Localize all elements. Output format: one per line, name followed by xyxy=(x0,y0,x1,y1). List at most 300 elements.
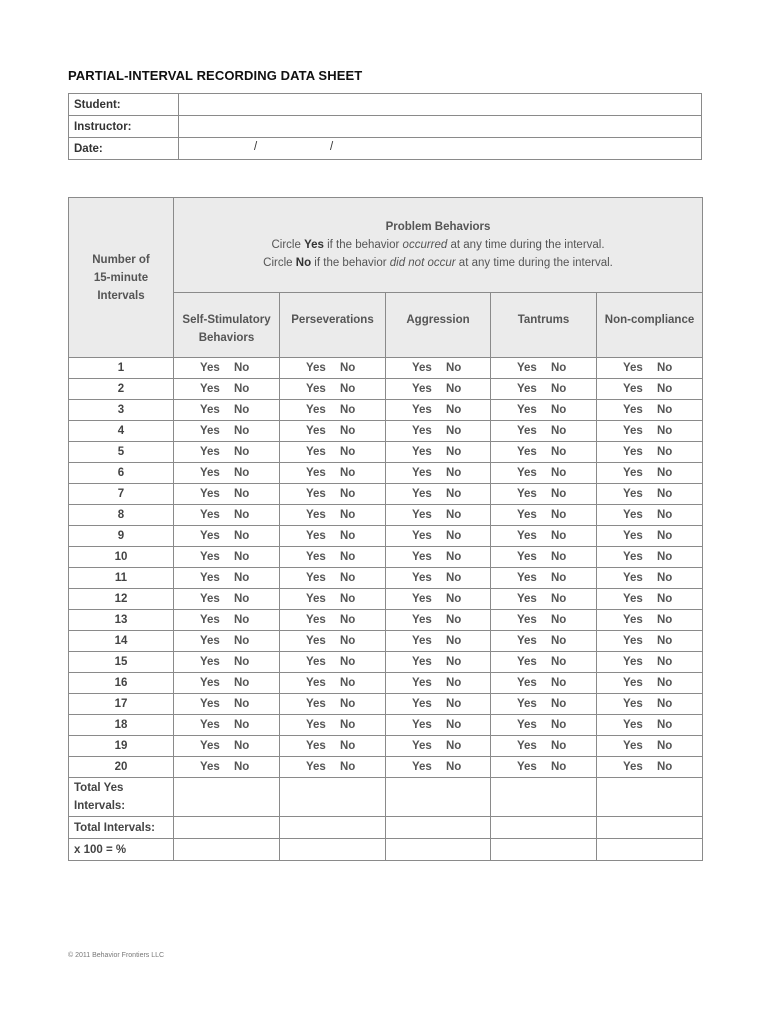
yes-option[interactable]: Yes xyxy=(623,551,643,563)
yes-option[interactable]: Yes xyxy=(200,698,220,710)
yes-option[interactable]: Yes xyxy=(200,551,220,563)
yes-no-cell-aggression xyxy=(386,715,491,736)
total-intervals-cell[interactable] xyxy=(174,817,280,839)
student-field[interactable] xyxy=(179,94,702,116)
yes-option[interactable]: Yes xyxy=(623,635,643,647)
no-option[interactable]: No xyxy=(234,446,250,458)
percent-cell[interactable] xyxy=(174,839,280,861)
yes-no-cell-aggression xyxy=(386,652,491,673)
no-option[interactable]: No xyxy=(551,467,567,479)
interval-row xyxy=(69,484,703,505)
no-option[interactable]: No xyxy=(657,404,673,416)
no-option[interactable]: No xyxy=(340,362,356,374)
percent-cell[interactable] xyxy=(597,839,703,861)
yes-option[interactable]: Yes xyxy=(623,530,643,542)
page-title: PARTIAL-INTERVAL RECORDING DATA SHEET xyxy=(68,68,363,83)
no-option[interactable]: No xyxy=(340,425,356,437)
no-option[interactable]: No xyxy=(446,488,462,500)
no-option[interactable]: No xyxy=(657,740,673,752)
yes-no-cell-self-stimulatory xyxy=(174,484,280,505)
no-option[interactable]: No xyxy=(446,425,462,437)
no-option[interactable]: No xyxy=(657,425,673,437)
yes-option[interactable]: Yes xyxy=(306,740,326,752)
interval-row xyxy=(69,673,703,694)
no-option[interactable]: No xyxy=(340,698,356,710)
interval-number: 19 xyxy=(69,736,174,757)
yes-option[interactable]: Yes xyxy=(623,467,643,479)
no-option[interactable]: No xyxy=(551,614,567,626)
no-option[interactable]: No xyxy=(234,719,250,731)
yes-option[interactable]: Yes xyxy=(306,635,326,647)
yes-no-cell-tantrums xyxy=(491,694,597,715)
yes-no-cell-non-compliance xyxy=(597,547,703,568)
yes-option[interactable]: Yes xyxy=(517,593,537,605)
no-option[interactable]: No xyxy=(446,761,462,773)
no-option[interactable]: No xyxy=(340,551,356,563)
no-option[interactable]: No xyxy=(446,740,462,752)
no-option[interactable]: No xyxy=(657,698,673,710)
no-option[interactable]: No xyxy=(234,656,250,668)
no-option[interactable]: No xyxy=(234,698,250,710)
yes-option[interactable]: Yes xyxy=(200,593,220,605)
yes-option[interactable]: Yes xyxy=(412,467,432,479)
interval-number: 10 xyxy=(69,547,174,568)
interval-row xyxy=(69,715,703,736)
yes-option[interactable]: Yes xyxy=(306,509,326,521)
yes-option[interactable]: Yes xyxy=(412,509,432,521)
yes-option[interactable]: Yes xyxy=(412,488,432,500)
no-option[interactable]: No xyxy=(446,551,462,563)
yes-option[interactable]: Yes xyxy=(306,614,326,626)
yes-option[interactable]: Yes xyxy=(200,740,220,752)
yes-no-cell-self-stimulatory xyxy=(174,757,280,778)
yes-option[interactable]: Yes xyxy=(623,656,643,668)
no-option[interactable]: No xyxy=(551,530,567,542)
no-option[interactable]: No xyxy=(234,467,250,479)
yes-no-cell-tantrums xyxy=(491,421,597,442)
behavior-header-self-stimulatory: Self-Stimulatory Behaviors xyxy=(174,293,280,358)
no-option[interactable]: No xyxy=(551,551,567,563)
no-option[interactable]: No xyxy=(446,446,462,458)
yes-option[interactable]: Yes xyxy=(306,551,326,563)
yes-no-cell-self-stimulatory xyxy=(174,673,280,694)
yes-no-cell-aggression xyxy=(386,757,491,778)
no-option[interactable]: No xyxy=(340,467,356,479)
no-option[interactable]: No xyxy=(234,761,250,773)
no-option[interactable]: No xyxy=(446,593,462,605)
yes-no-cell-non-compliance xyxy=(597,400,703,421)
yes-option[interactable]: Yes xyxy=(306,425,326,437)
no-option[interactable]: No xyxy=(657,509,673,521)
yes-option[interactable]: Yes xyxy=(200,530,220,542)
interval-row xyxy=(69,400,703,421)
yes-option[interactable]: Yes xyxy=(200,488,220,500)
yes-option[interactable]: Yes xyxy=(517,362,537,374)
yes-option[interactable]: Yes xyxy=(200,614,220,626)
yes-option[interactable]: Yes xyxy=(200,446,220,458)
yes-no-cell-non-compliance xyxy=(597,568,703,589)
no-option[interactable]: No xyxy=(340,656,356,668)
no-option[interactable]: No xyxy=(551,425,567,437)
yes-no-cell-non-compliance xyxy=(597,526,703,547)
date-separator: / xyxy=(330,141,334,153)
yes-no-cell-tantrums xyxy=(491,400,597,421)
no-option[interactable]: No xyxy=(657,530,673,542)
yes-option[interactable]: Yes xyxy=(517,656,537,668)
student-label: Student: xyxy=(69,94,179,116)
yes-option[interactable]: Yes xyxy=(306,698,326,710)
no-option[interactable]: No xyxy=(340,593,356,605)
yes-option[interactable]: Yes xyxy=(623,614,643,626)
no-option[interactable]: No xyxy=(234,362,250,374)
yes-no-cell-perseverations xyxy=(280,358,386,379)
no-option[interactable]: No xyxy=(551,719,567,731)
yes-no-cell-aggression xyxy=(386,736,491,757)
yes-option[interactable]: Yes xyxy=(306,404,326,416)
no-option[interactable]: No xyxy=(234,551,250,563)
no-option[interactable]: No xyxy=(551,677,567,689)
interval-number: 8 xyxy=(69,505,174,526)
no-option[interactable]: No xyxy=(551,656,567,668)
yes-option[interactable]: Yes xyxy=(412,425,432,437)
no-option[interactable]: No xyxy=(657,383,673,395)
interval-number: 7 xyxy=(69,484,174,505)
yes-no-cell-aggression xyxy=(386,526,491,547)
no-option[interactable]: No xyxy=(657,656,673,668)
no-option[interactable]: No xyxy=(340,383,356,395)
yes-no-cell-self-stimulatory xyxy=(174,463,280,484)
yes-option[interactable]: Yes xyxy=(623,593,643,605)
yes-option[interactable]: Yes xyxy=(517,509,537,521)
no-option[interactable]: No xyxy=(446,656,462,668)
yes-option[interactable]: Yes xyxy=(623,488,643,500)
behavior-header-aggression: Aggression xyxy=(386,293,491,358)
no-option[interactable]: No xyxy=(340,446,356,458)
yes-option[interactable]: Yes xyxy=(412,404,432,416)
yes-option[interactable]: Yes xyxy=(306,761,326,773)
no-option[interactable]: No xyxy=(657,572,673,584)
yes-option[interactable]: Yes xyxy=(517,761,537,773)
yes-option[interactable]: Yes xyxy=(412,572,432,584)
no-option[interactable]: No xyxy=(551,383,567,395)
total-yes-cell[interactable] xyxy=(386,778,491,817)
no-option[interactable]: No xyxy=(657,593,673,605)
yes-no-cell-self-stimulatory xyxy=(174,379,280,400)
yes-option[interactable]: Yes xyxy=(517,698,537,710)
yes-no-cell-perseverations xyxy=(280,484,386,505)
no-option[interactable]: No xyxy=(657,362,673,374)
no-option[interactable]: No xyxy=(446,572,462,584)
no-option[interactable]: No xyxy=(657,719,673,731)
yes-no-cell-aggression xyxy=(386,442,491,463)
percent-cell[interactable] xyxy=(491,839,597,861)
yes-no-cell-self-stimulatory xyxy=(174,652,280,673)
interval-row xyxy=(69,652,703,673)
yes-option[interactable]: Yes xyxy=(623,425,643,437)
no-option[interactable]: No xyxy=(446,677,462,689)
yes-option[interactable]: Yes xyxy=(623,719,643,731)
no-option[interactable]: No xyxy=(446,383,462,395)
yes-option[interactable]: Yes xyxy=(306,467,326,479)
yes-option[interactable]: Yes xyxy=(412,446,432,458)
interval-number: 11 xyxy=(69,568,174,589)
total-intervals-cell[interactable] xyxy=(280,817,386,839)
no-option[interactable]: No xyxy=(234,488,250,500)
no-option[interactable]: No xyxy=(551,572,567,584)
yes-no-cell-aggression xyxy=(386,547,491,568)
no-option[interactable]: No xyxy=(340,572,356,584)
yes-option[interactable]: Yes xyxy=(412,761,432,773)
yes-no-cell-non-compliance xyxy=(597,715,703,736)
no-option[interactable]: No xyxy=(234,635,250,647)
no-option[interactable]: No xyxy=(234,425,250,437)
no-option[interactable]: No xyxy=(551,761,567,773)
yes-option[interactable]: Yes xyxy=(623,362,643,374)
no-option[interactable]: No xyxy=(446,404,462,416)
no-option[interactable]: No xyxy=(657,677,673,689)
yes-option[interactable]: Yes xyxy=(200,656,220,668)
yes-no-cell-self-stimulatory xyxy=(174,547,280,568)
yes-option[interactable]: Yes xyxy=(517,404,537,416)
yes-option[interactable]: Yes xyxy=(412,530,432,542)
yes-no-cell-self-stimulatory xyxy=(174,442,280,463)
yes-option[interactable]: Yes xyxy=(623,446,643,458)
no-option[interactable]: No xyxy=(657,614,673,626)
yes-option[interactable]: Yes xyxy=(517,677,537,689)
yes-instruction: Circle Yes if the behavior occurred at any time during the interval. xyxy=(271,239,605,251)
total-yes-cell[interactable] xyxy=(491,778,597,817)
yes-option[interactable]: Yes xyxy=(517,614,537,626)
yes-option[interactable]: Yes xyxy=(200,719,220,731)
no-option[interactable]: No xyxy=(234,509,250,521)
yes-option[interactable]: Yes xyxy=(200,425,220,437)
yes-option[interactable]: Yes xyxy=(623,698,643,710)
interval-row xyxy=(69,505,703,526)
yes-no-cell-self-stimulatory xyxy=(174,505,280,526)
interval-row xyxy=(69,631,703,652)
yes-no-cell-perseverations xyxy=(280,694,386,715)
yes-option[interactable]: Yes xyxy=(412,740,432,752)
interval-row xyxy=(69,442,703,463)
yes-no-cell-non-compliance xyxy=(597,631,703,652)
total-intervals-cell[interactable] xyxy=(491,817,597,839)
yes-option[interactable]: Yes xyxy=(623,761,643,773)
yes-option[interactable]: Yes xyxy=(200,761,220,773)
total-intervals-cell[interactable] xyxy=(386,817,491,839)
interval-number: 1 xyxy=(69,358,174,379)
yes-option[interactable]: Yes xyxy=(306,677,326,689)
yes-option[interactable]: Yes xyxy=(200,635,220,647)
yes-option[interactable]: Yes xyxy=(306,488,326,500)
yes-no-cell-aggression xyxy=(386,421,491,442)
no-option[interactable]: No xyxy=(234,677,250,689)
yes-no-cell-non-compliance xyxy=(597,610,703,631)
yes-option[interactable]: Yes xyxy=(517,572,537,584)
yes-no-cell-non-compliance xyxy=(597,694,703,715)
interval-row xyxy=(69,694,703,715)
yes-no-cell-aggression xyxy=(386,673,491,694)
yes-no-cell-aggression xyxy=(386,568,491,589)
yes-option[interactable]: Yes xyxy=(623,404,643,416)
no-option[interactable]: No xyxy=(234,404,250,416)
yes-option[interactable]: Yes xyxy=(200,509,220,521)
no-option[interactable]: No xyxy=(551,740,567,752)
no-option[interactable]: No xyxy=(551,488,567,500)
no-option[interactable]: No xyxy=(446,635,462,647)
total-yes-cell[interactable] xyxy=(280,778,386,817)
yes-option[interactable]: Yes xyxy=(517,425,537,437)
no-option[interactable]: No xyxy=(657,635,673,647)
no-option[interactable]: No xyxy=(340,509,356,521)
yes-no-cell-non-compliance xyxy=(597,673,703,694)
yes-option[interactable]: Yes xyxy=(517,530,537,542)
yes-option[interactable]: Yes xyxy=(306,530,326,542)
info-table xyxy=(68,93,702,160)
no-option[interactable]: No xyxy=(657,551,673,563)
yes-no-cell-non-compliance xyxy=(597,379,703,400)
no-option[interactable]: No xyxy=(657,467,673,479)
no-option[interactable]: No xyxy=(340,635,356,647)
yes-option[interactable]: Yes xyxy=(412,614,432,626)
no-option[interactable]: No xyxy=(340,530,356,542)
yes-no-cell-non-compliance xyxy=(597,589,703,610)
yes-option[interactable]: Yes xyxy=(200,572,220,584)
no-option[interactable]: No xyxy=(446,467,462,479)
yes-option[interactable]: Yes xyxy=(306,656,326,668)
total-yes-cell[interactable] xyxy=(597,778,703,817)
total-yes-cell[interactable] xyxy=(174,778,280,817)
interval-header: Number of 15-minute Intervals xyxy=(69,198,174,358)
no-option[interactable]: No xyxy=(551,446,567,458)
yes-option[interactable]: Yes xyxy=(412,719,432,731)
no-option[interactable]: No xyxy=(340,488,356,500)
no-option[interactable]: No xyxy=(234,530,250,542)
yes-option[interactable]: Yes xyxy=(306,719,326,731)
yes-option[interactable]: Yes xyxy=(623,383,643,395)
interval-rows xyxy=(69,358,703,778)
yes-option[interactable]: Yes xyxy=(517,740,537,752)
yes-no-cell-aggression xyxy=(386,610,491,631)
percent-cell[interactable] xyxy=(386,839,491,861)
no-option[interactable]: No xyxy=(551,404,567,416)
no-option[interactable]: No xyxy=(340,719,356,731)
no-option[interactable]: No xyxy=(340,740,356,752)
no-option[interactable]: No xyxy=(234,593,250,605)
yes-no-cell-perseverations xyxy=(280,757,386,778)
percent-cell[interactable] xyxy=(280,839,386,861)
yes-no-cell-self-stimulatory xyxy=(174,421,280,442)
no-option[interactable]: No xyxy=(340,677,356,689)
no-option[interactable]: No xyxy=(340,614,356,626)
yes-option[interactable]: Yes xyxy=(623,572,643,584)
no-option[interactable]: No xyxy=(657,488,673,500)
yes-option[interactable]: Yes xyxy=(200,677,220,689)
yes-option[interactable]: Yes xyxy=(517,635,537,647)
no-option[interactable]: No xyxy=(340,761,356,773)
no-option[interactable]: No xyxy=(551,593,567,605)
yes-no-cell-tantrums xyxy=(491,463,597,484)
yes-no-cell-non-compliance xyxy=(597,652,703,673)
yes-option[interactable]: Yes xyxy=(623,677,643,689)
no-option[interactable]: No xyxy=(234,383,250,395)
no-option[interactable]: No xyxy=(446,509,462,521)
yes-option[interactable]: Yes xyxy=(412,362,432,374)
total-intervals-label: Total Intervals: xyxy=(69,817,174,839)
interval-number: 5 xyxy=(69,442,174,463)
yes-option[interactable]: Yes xyxy=(517,446,537,458)
interval-row xyxy=(69,463,703,484)
no-option[interactable]: No xyxy=(551,698,567,710)
yes-option[interactable]: Yes xyxy=(306,593,326,605)
yes-option[interactable]: Yes xyxy=(200,362,220,374)
yes-option[interactable]: Yes xyxy=(623,740,643,752)
yes-option[interactable]: Yes xyxy=(517,719,537,731)
yes-no-cell-perseverations xyxy=(280,400,386,421)
yes-option[interactable]: Yes xyxy=(200,383,220,395)
no-option[interactable]: No xyxy=(446,698,462,710)
yes-option[interactable]: Yes xyxy=(412,656,432,668)
no-option[interactable]: No xyxy=(340,404,356,416)
yes-option[interactable]: Yes xyxy=(517,488,537,500)
yes-option[interactable]: Yes xyxy=(200,404,220,416)
no-option[interactable]: No xyxy=(234,740,250,752)
yes-option[interactable]: Yes xyxy=(412,698,432,710)
yes-option[interactable]: Yes xyxy=(412,551,432,563)
total-yes-label: Total Yes Intervals: xyxy=(69,778,174,817)
yes-no-cell-self-stimulatory xyxy=(174,568,280,589)
yes-option[interactable]: Yes xyxy=(517,383,537,395)
yes-no-cell-non-compliance xyxy=(597,736,703,757)
yes-no-cell-non-compliance xyxy=(597,358,703,379)
no-option[interactable]: No xyxy=(551,509,567,521)
yes-option[interactable]: Yes xyxy=(200,467,220,479)
yes-no-cell-perseverations xyxy=(280,568,386,589)
yes-no-cell-perseverations xyxy=(280,505,386,526)
yes-option[interactable]: Yes xyxy=(306,362,326,374)
no-option[interactable]: No xyxy=(234,572,250,584)
yes-option[interactable]: Yes xyxy=(306,383,326,395)
yes-no-cell-aggression xyxy=(386,379,491,400)
yes-option[interactable]: Yes xyxy=(517,551,537,563)
yes-no-cell-self-stimulatory xyxy=(174,610,280,631)
no-option[interactable]: No xyxy=(446,719,462,731)
no-option[interactable]: No xyxy=(446,530,462,542)
yes-option[interactable]: Yes xyxy=(306,446,326,458)
yes-option[interactable]: Yes xyxy=(412,593,432,605)
yes-option[interactable]: Yes xyxy=(306,572,326,584)
yes-option[interactable]: Yes xyxy=(412,635,432,647)
no-option[interactable]: No xyxy=(446,614,462,626)
yes-no-cell-aggression xyxy=(386,484,491,505)
total-intervals-cell[interactable] xyxy=(597,817,703,839)
yes-option[interactable]: Yes xyxy=(412,677,432,689)
interval-row xyxy=(69,568,703,589)
yes-no-cell-aggression xyxy=(386,631,491,652)
date-field[interactable] xyxy=(179,138,702,160)
no-option[interactable]: No xyxy=(446,362,462,374)
yes-no-cell-tantrums xyxy=(491,358,597,379)
yes-option[interactable]: Yes xyxy=(517,467,537,479)
no-option[interactable]: No xyxy=(657,446,673,458)
no-option[interactable]: No xyxy=(657,761,673,773)
yes-option[interactable]: Yes xyxy=(623,509,643,521)
interval-row xyxy=(69,610,703,631)
no-option[interactable]: No xyxy=(551,362,567,374)
instructor-field[interactable] xyxy=(179,116,702,138)
no-option[interactable]: No xyxy=(234,614,250,626)
no-option[interactable]: No xyxy=(551,635,567,647)
yes-option[interactable]: Yes xyxy=(412,383,432,395)
